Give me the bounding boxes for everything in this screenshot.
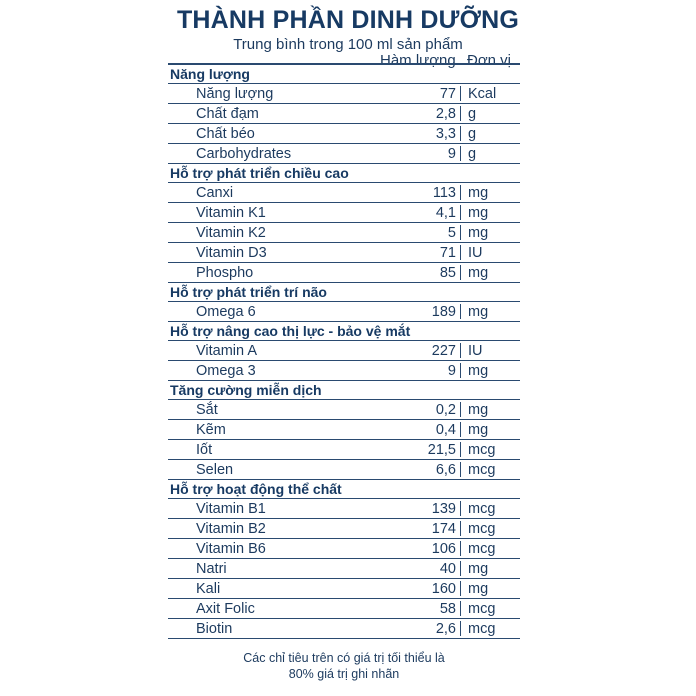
nutrition-section: [168, 480, 520, 639]
nutrient-name: Vitamin A: [196, 343, 257, 359]
nutrient-amount: 0,4: [435, 422, 456, 438]
nutrient-name: Vitamin B1: [196, 501, 266, 517]
nutrition-section: [168, 322, 520, 381]
column-divider: [460, 561, 461, 576]
column-divider: [460, 86, 461, 101]
nutrient-name: Carbohydrates: [196, 146, 292, 162]
section-title: Hỗ trợ nâng cao thị lực - bảo vệ mắt: [168, 322, 520, 341]
column-divider: [460, 581, 461, 596]
nutrient-unit: mg: [468, 363, 489, 379]
nutrient-amount: 6,6: [435, 462, 456, 478]
nutrient-amount: 174: [431, 521, 456, 537]
nutrient-row: [168, 420, 520, 440]
nutrient-name: Vitamin K2: [196, 225, 266, 241]
nutrition-title: THÀNH PHẦN DINH DƯỠNG: [176, 6, 520, 34]
column-divider: [460, 225, 461, 240]
nutrient-unit: mcg: [468, 601, 496, 617]
nutrient-amount: 113: [432, 185, 456, 201]
nutrient-unit: mcg: [468, 462, 496, 478]
column-divider: [460, 402, 461, 417]
nutrient-unit: mg: [468, 205, 489, 221]
nutrition-section: [168, 283, 520, 322]
column-divider: [460, 541, 461, 556]
nutrient-unit: mg: [468, 402, 489, 418]
nutrient-row: [168, 223, 520, 243]
nutrient-unit: mcg: [468, 442, 496, 458]
nutrient-unit: mg: [468, 561, 489, 577]
column-divider: [460, 343, 461, 358]
nutrient-name: Kali: [196, 581, 221, 597]
nutrient-amount: 40: [439, 561, 456, 577]
nutrient-name: Chất béo: [196, 126, 255, 142]
nutrient-name: Sắt: [196, 402, 218, 418]
nutrient-name: Vitamin K1: [196, 205, 266, 221]
column-header-unit: Đơn vị: [467, 52, 512, 69]
nutrient-name: Omega 6: [196, 304, 256, 320]
nutrition-subtitle: Trung bình trong 100 ml sản phẩm: [233, 36, 463, 53]
column-divider: [460, 265, 461, 280]
section-title: Hỗ trợ phát triển chiều cao: [168, 164, 520, 183]
footnote: [168, 650, 520, 682]
nutrient-unit: g: [468, 146, 477, 162]
nutrient-unit: mg: [468, 225, 489, 241]
nutrient-name: Natri: [196, 561, 227, 577]
nutrient-row: [168, 400, 520, 420]
footnote-line-2: 80% giá trị ghi nhãn: [288, 667, 400, 681]
column-divider: [460, 442, 461, 457]
nutrition-table: [168, 63, 520, 639]
column-header-amount: Hàm lượng: [380, 52, 456, 69]
nutrition-section: [168, 65, 520, 164]
nutrient-name: Selen: [196, 462, 234, 478]
nutrient-row: [168, 104, 520, 124]
nutrient-row: [168, 183, 520, 203]
nutrient-unit: g: [468, 126, 477, 142]
nutrient-name: Vitamin D3: [196, 245, 267, 261]
nutrient-unit: mg: [468, 422, 489, 438]
nutrient-name: Vitamin B2: [196, 521, 266, 537]
nutrient-amount: 227: [431, 343, 456, 359]
section-title: Năng lượng: [168, 65, 520, 84]
nutrient-amount: 139: [431, 501, 456, 517]
nutrient-unit: mcg: [468, 541, 496, 557]
nutrient-unit: IU: [468, 245, 483, 261]
nutrient-row: [168, 499, 520, 519]
nutrient-name: Omega 3: [196, 363, 256, 379]
column-divider: [460, 106, 461, 121]
column-divider: [460, 601, 461, 616]
nutrient-row: [168, 361, 520, 381]
nutrient-amount: 189: [431, 304, 456, 320]
nutrient-name: Chất đạm: [196, 106, 259, 122]
nutrient-amount: 71: [439, 245, 456, 261]
nutrition-section: [168, 381, 520, 480]
nutrient-row: [168, 144, 520, 164]
nutrient-amount: 3,3: [435, 126, 456, 142]
nutrient-row: [168, 519, 520, 539]
nutrient-unit: IU: [468, 343, 483, 359]
nutrient-amount: 0,2: [435, 402, 456, 418]
nutrient-unit: mcg: [468, 621, 496, 637]
nutrient-amount: 5: [447, 225, 456, 241]
nutrient-amount: 21,5: [427, 442, 456, 458]
nutrient-name: Kẽm: [196, 422, 226, 438]
nutrient-row: [168, 124, 520, 144]
column-divider: [460, 521, 461, 536]
column-divider: [460, 146, 461, 161]
nutrient-amount: 58: [439, 601, 456, 617]
nutrient-name: Iốt: [196, 442, 213, 458]
nutrient-amount: 160: [431, 581, 456, 597]
nutrient-amount: 106: [431, 541, 456, 557]
nutrient-amount: 2,6: [435, 621, 456, 637]
nutrient-row: [168, 539, 520, 559]
nutrient-unit: mg: [468, 185, 489, 201]
column-divider: [460, 501, 461, 516]
nutrient-name: Phospho: [196, 265, 254, 281]
column-divider: [460, 363, 461, 378]
nutrient-row: [168, 559, 520, 579]
nutrient-name: Vitamin B6: [196, 541, 266, 557]
section-title: Hỗ trợ phát triển trí não: [168, 283, 520, 302]
nutrient-unit: g: [468, 106, 477, 122]
nutrient-row: [168, 579, 520, 599]
nutrient-unit: Kcal: [468, 86, 497, 102]
footnote-line-1: Các chỉ tiêu trên có giá trị tối thiểu là: [243, 651, 445, 665]
nutrient-amount: 85: [439, 265, 456, 281]
column-divider: [460, 185, 461, 200]
nutrient-row: [168, 460, 520, 480]
nutrient-row: [168, 243, 520, 263]
column-divider: [460, 304, 461, 319]
nutrient-row: [168, 341, 520, 361]
nutrient-row: [168, 84, 520, 104]
column-divider: [460, 245, 461, 260]
nutrient-row: [168, 263, 520, 283]
nutrient-row: [168, 599, 520, 619]
column-divider: [460, 462, 461, 477]
nutrient-amount: 2,8: [435, 106, 456, 122]
column-divider: [460, 205, 461, 220]
nutrient-unit: mg: [468, 304, 489, 320]
nutrient-name: Axit Folic: [196, 601, 255, 617]
nutrient-amount: 4,1: [435, 205, 456, 221]
nutrient-row: [168, 203, 520, 223]
nutrient-amount: 77: [439, 86, 456, 102]
nutrient-unit: mg: [468, 265, 489, 281]
section-title: Tăng cường miễn dịch: [168, 381, 520, 400]
nutrient-unit: mcg: [468, 501, 496, 517]
nutrient-row: [168, 440, 520, 460]
column-divider: [460, 422, 461, 437]
column-divider: [460, 621, 461, 636]
nutrient-row: [168, 619, 520, 639]
nutrient-name: Biotin: [196, 621, 233, 637]
nutrient-name: Canxi: [196, 185, 234, 201]
column-divider: [460, 126, 461, 141]
nutrient-unit: mcg: [468, 521, 496, 537]
nutrient-row: [168, 302, 520, 322]
nutrition-section: [168, 164, 520, 283]
nutrient-amount: 9: [447, 363, 456, 379]
section-title: Hỗ trợ hoạt động thể chất: [168, 480, 520, 499]
nutrient-amount: 9: [447, 146, 456, 162]
nutrient-name: Năng lượng: [196, 86, 274, 102]
nutrient-unit: mg: [468, 581, 489, 597]
